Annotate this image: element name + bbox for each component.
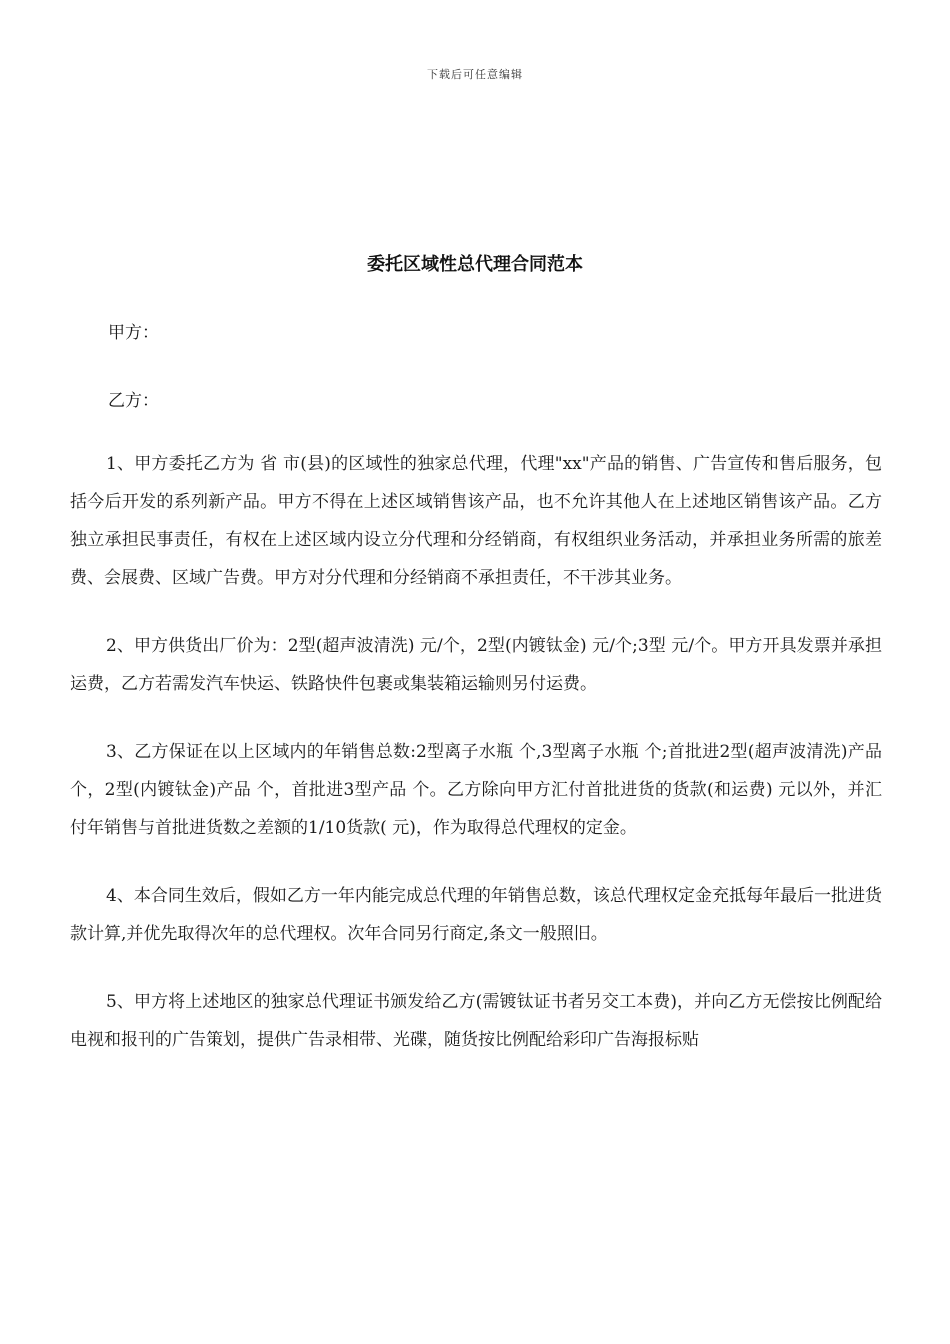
clause-1: 1、甲方委托乙方为 省 市(县)的区域性的独家总代理，代理"xx"产品的销售、广告宣传和售后服务，包括今后开发的系列新产品。甲方不得在上述区域销售该产品，也不允许其他人在上述地区销售该产品。乙方独立承担民事责任，有权在上述区域内设立分代理和分经销商，有权组织业务活动，并承担业务所需的旅差费、会展费、区域广告费。甲方对分代理和分经销商不承担责任，不干涉其业务。 xyxy=(70,454,882,588)
clause-4: 4、本合同生效后，假如乙方一年内能完成总代理的年销售总数，该总代理权定金充抵每年最后一批进货款计算,并优先取得次年的总代理权。次年合同另行商定,条文一般照旧。 xyxy=(70,886,882,944)
document-title: 委托区域性总代理合同范本 xyxy=(367,254,583,275)
clause-3: 3、乙方保证在以上区域内的年销售总数:2型离子水瓶 个,3型离子水瓶 个;首批进2型(超声波清洗)产品 个，2型(内镀钛金)产品 个，首批进3型产品 个。乙方除向甲方汇付首批进货的货款(和运费) 元以外，并汇付年销售与首批进货数之差额的1/10货款( 元)，作为取得总代理权的定金。 xyxy=(70,742,882,838)
party-b-label: 乙方： xyxy=(108,391,159,411)
clause-5: 5、甲方将上述地区的独家总代理证书颁发给乙方(需镀钛证书者另交工本费)，并向乙方无偿按比例配给电视和报刊的广告策划，提供广告录相带、光碟，随货按比例配给彩印广告海报标贴 xyxy=(70,992,882,1050)
header-note: 下载后可任意编辑 xyxy=(427,68,523,81)
clause-2: 2、甲方供货出厂价为：2型(超声波清洗) 元/个，2型(内镀钛金) 元/个;3型 元/个。甲方开具发票并承担运费，乙方若需发汽车快运、铁路快件包裹或集装箱运输则另付运费。 xyxy=(70,636,882,694)
contract-clauses xyxy=(70,445,882,1089)
party-a-label: 甲方： xyxy=(108,323,159,343)
